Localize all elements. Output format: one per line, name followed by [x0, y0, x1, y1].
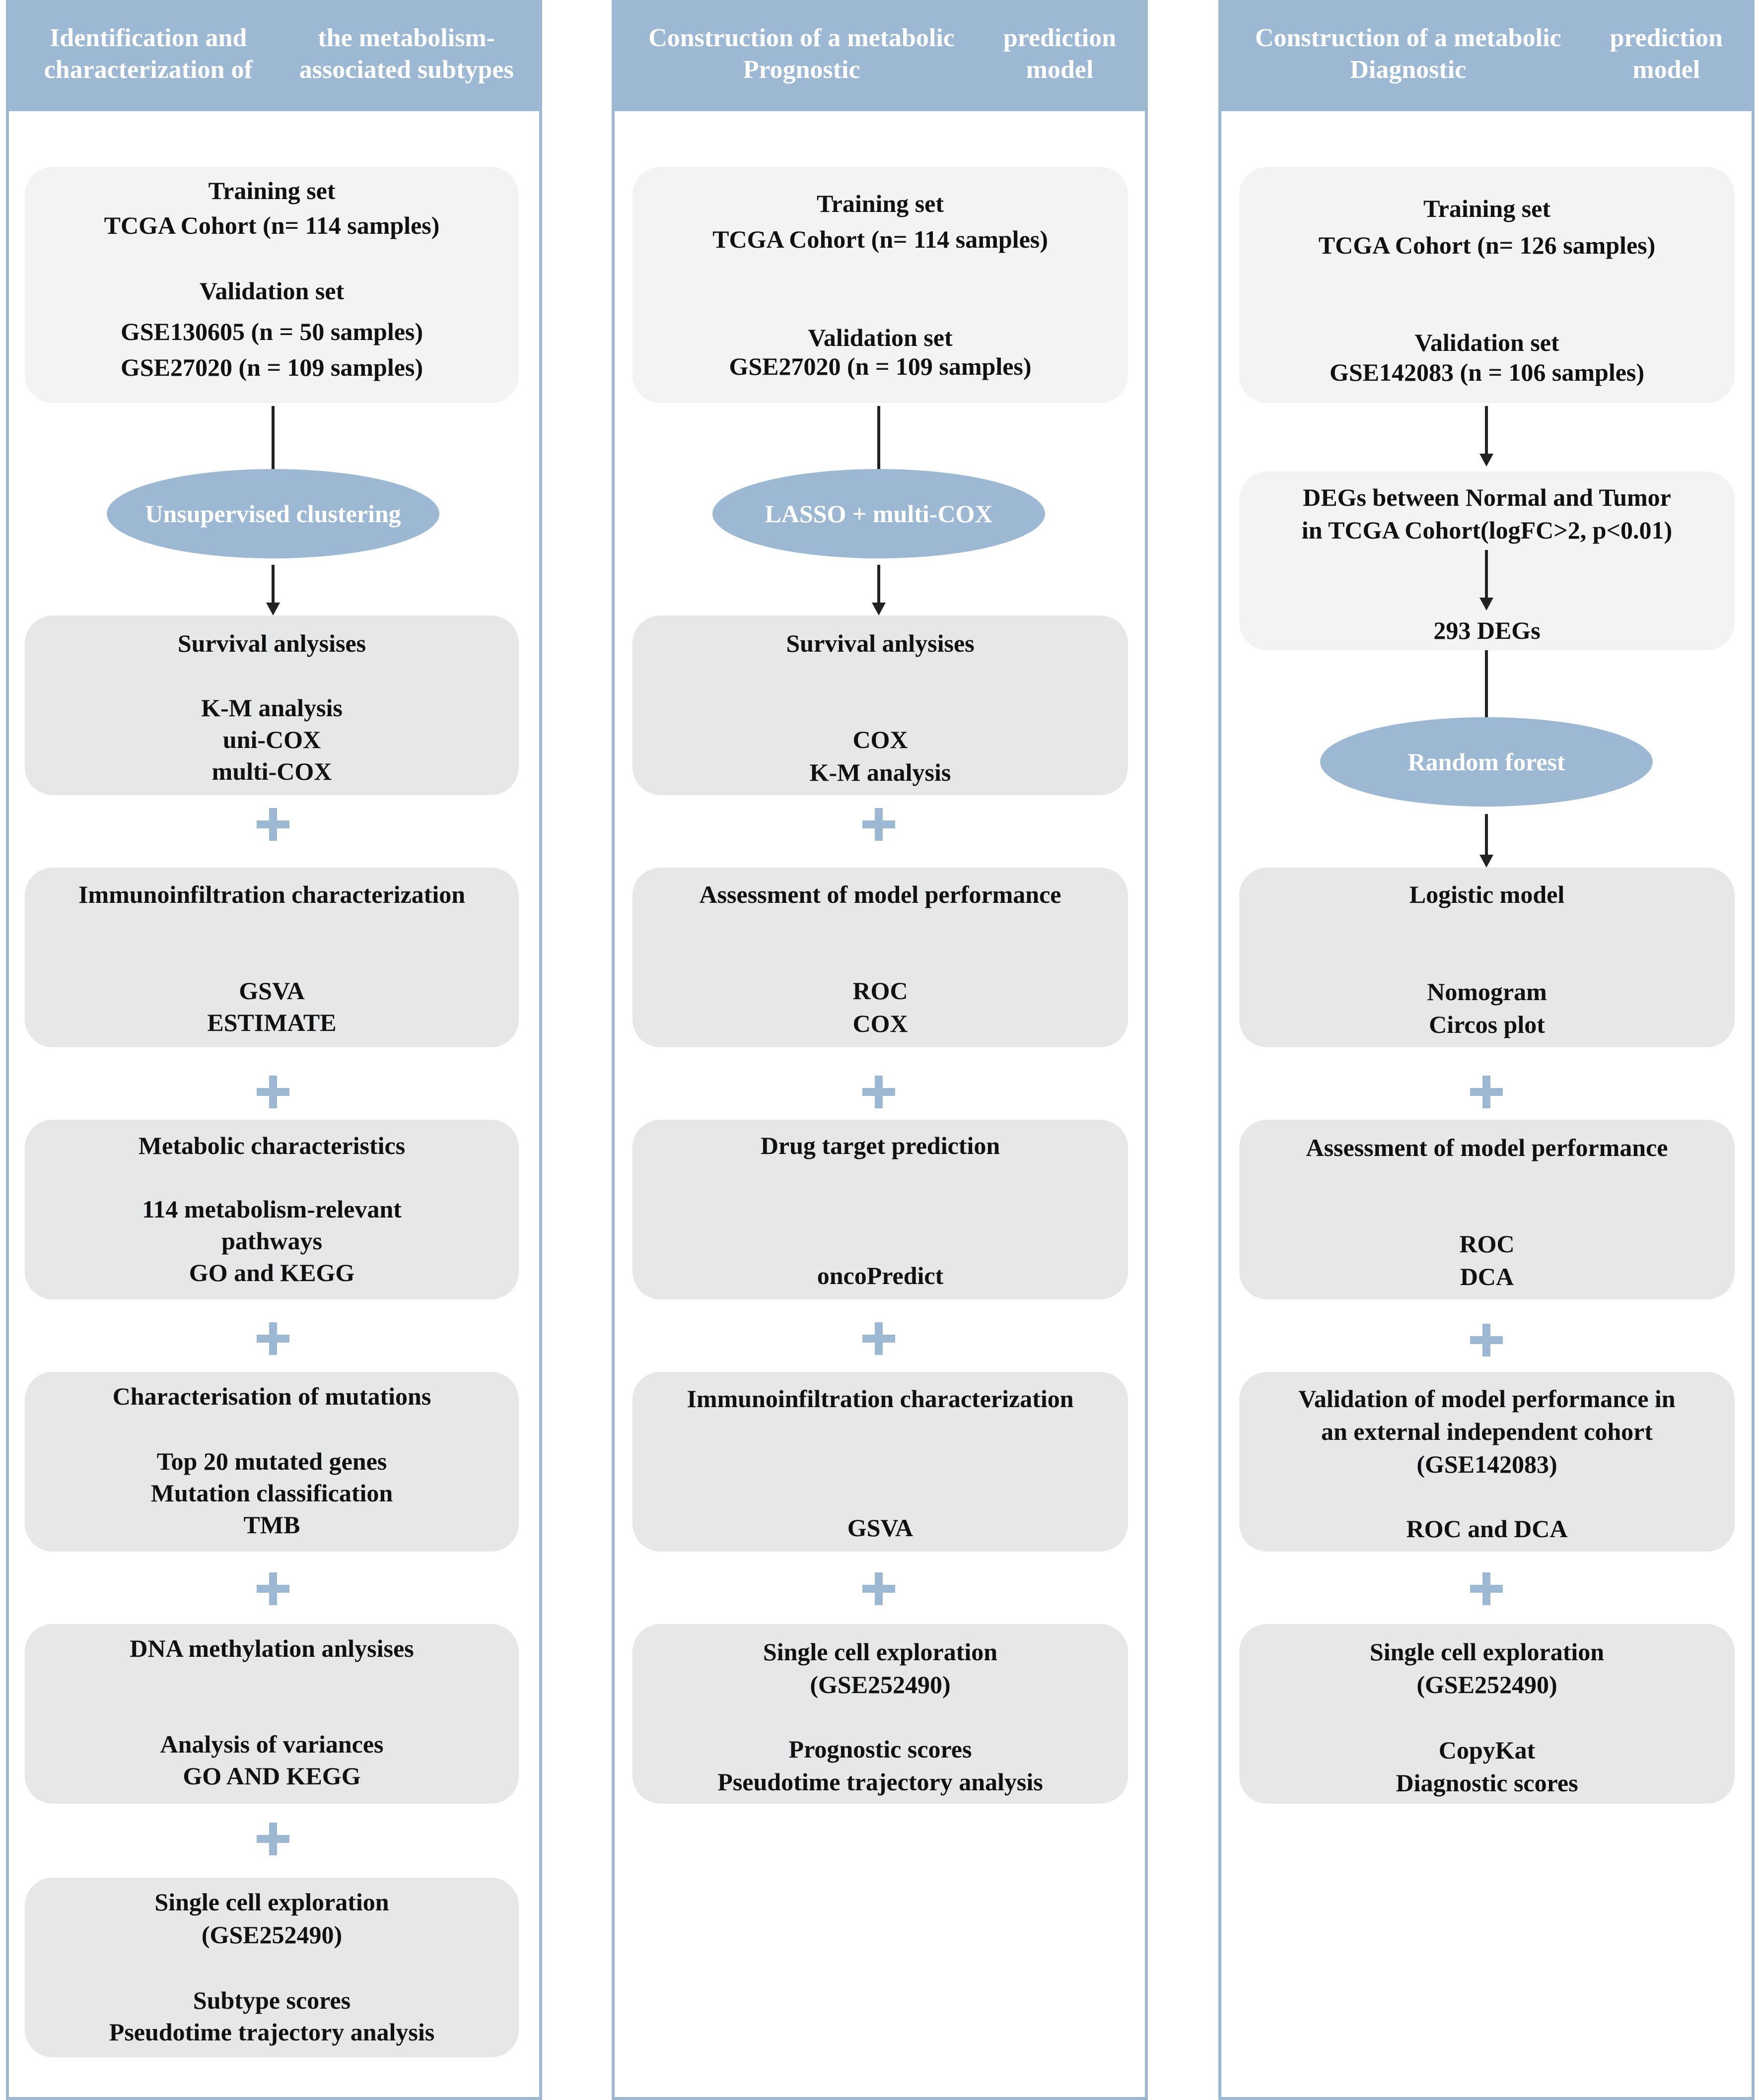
box-text-line: Diagnostic scores: [1396, 1769, 1578, 1797]
box-text-line: Survival anlysises: [177, 629, 366, 657]
step-box-4: [25, 1372, 519, 1552]
step-box-4: [1239, 1624, 1735, 1804]
box-text-line: Single cell exploration: [1369, 1638, 1605, 1666]
box-text-line: COX: [852, 1010, 908, 1037]
arrow-down-icon: [263, 565, 283, 615]
box-text-line: Top 20 mutated genes: [156, 1447, 387, 1475]
box-text-line: Validation set: [1414, 329, 1559, 356]
step-box-6: [25, 1878, 519, 2057]
box-text-line: CopyKat: [1438, 1736, 1536, 1764]
box-text-line: DCA: [1460, 1263, 1514, 1290]
box-text-line: Mutation classification: [150, 1479, 393, 1507]
box-text-line: ROC and DCA: [1406, 1515, 1568, 1543]
box-text-line: GSVA: [847, 1514, 914, 1542]
column-header-1: [6, 0, 542, 108]
plus-icon: [257, 808, 289, 841]
box-text-line: Drug target prediction: [760, 1132, 1000, 1159]
plus-icon: [1470, 1076, 1503, 1108]
column-header-line: the metabolism-associated subtypes: [299, 24, 514, 84]
step-box-3: [1239, 1372, 1735, 1552]
step-box-3: [633, 1120, 1128, 1299]
training-validation-box: [25, 167, 519, 403]
plus-icon: [1470, 1324, 1503, 1356]
box-text-line: Single cell exploration: [154, 1888, 389, 1916]
method-ellipse: LASSO + multi-COX: [712, 469, 1045, 558]
box-text-line: (GSE252490): [201, 1921, 343, 1949]
box-text-line: ROC: [852, 977, 908, 1005]
training-validation-box: [1239, 167, 1735, 403]
column-header-line: prediction model: [1610, 24, 1723, 84]
step-box-2: [25, 868, 519, 1047]
box-text-line: 293 DEGs: [1433, 616, 1541, 644]
box-text-line: Survival anlysises: [786, 629, 975, 657]
box-text-line: ESTIMATE: [207, 1009, 337, 1036]
step-box-2: [633, 868, 1128, 1047]
connector-line: [272, 406, 275, 472]
box-text-line: GSE27020 (n = 109 samples): [729, 352, 1032, 380]
box-text-line: Single cell exploration: [763, 1638, 998, 1666]
box-text-line: in TCGA Cohort(logFC>2, p<0.01): [1301, 516, 1673, 544]
column-header-line: Construction of a metabolic Diagnostic: [1255, 24, 1561, 84]
box-text-line: Assessment of model performance: [699, 881, 1061, 908]
plus-icon: [257, 1572, 289, 1605]
box-text-line: 114 metabolism-relevant: [142, 1195, 402, 1223]
box-text-line: GSE27020 (n = 109 samples): [120, 353, 423, 381]
box-text-line: Validation set: [808, 324, 953, 351]
step-box-2: [1239, 1120, 1735, 1299]
box-text-line: DEGs between Normal and Tumor: [1303, 483, 1671, 511]
box-text-line: an external independent cohort: [1321, 1418, 1653, 1445]
training-validation-box: [633, 167, 1128, 403]
box-text-line: TCGA Cohort (n= 114 samples): [712, 225, 1048, 253]
plus-icon: [862, 1322, 895, 1355]
box-text-line: Immunoinfiltration characterization: [687, 1385, 1074, 1413]
plus-icon: [862, 808, 895, 841]
box-text-line: Immunoinfiltration characterization: [78, 881, 466, 908]
method-ellipse: Random forest: [1320, 717, 1653, 807]
box-text-line: Assessment of model performance: [1306, 1134, 1668, 1161]
method-ellipse: Unsupervised clustering: [107, 469, 439, 558]
column-header-line: Construction of a metabolic Prognostic: [648, 24, 955, 84]
box-text-line: (GSE252490): [810, 1671, 951, 1698]
step-box-5: [25, 1624, 519, 1804]
step-box-3: [25, 1120, 519, 1299]
connector-line: [877, 406, 880, 472]
box-text-line: TCGA Cohort (n= 114 samples): [104, 211, 440, 239]
column-header-line: prediction model: [1003, 24, 1117, 84]
box-text-line: TMB: [243, 1511, 300, 1539]
column-header-line: Identification and characterization of: [44, 24, 253, 84]
box-text-line: Prognostic scores: [788, 1735, 972, 1763]
box-text-line: K-M analysis: [201, 694, 343, 722]
box-text-line: Logistic model: [1409, 881, 1565, 908]
column-header-2: [612, 0, 1148, 108]
box-text-line: multi-COX: [211, 757, 332, 785]
box-text-line: Validation set: [199, 277, 345, 305]
connector-line: [1485, 650, 1488, 720]
arrow-down-icon: [1477, 550, 1496, 610]
arrow-down-icon: [1477, 814, 1496, 868]
box-text-line: TCGA Cohort (n= 126 samples): [1318, 231, 1656, 259]
box-text-line: (GSE142083): [1416, 1450, 1557, 1478]
step-box-4: [633, 1372, 1128, 1552]
box-text-line: Subtype scores: [193, 1986, 351, 2014]
box-text-line: Pseudotime trajectory analysis: [109, 2018, 435, 2046]
box-text-line: pathways: [221, 1227, 322, 1255]
box-text-line: (GSE252490): [1416, 1671, 1557, 1698]
step-box-1: [25, 615, 519, 795]
column-header-3: [1218, 0, 1755, 108]
box-text-line: Training set: [816, 190, 944, 217]
box-text-line: Pseudotime trajectory analysis: [717, 1768, 1043, 1796]
arrow-down-icon: [1477, 406, 1496, 467]
box-text-line: uni-COX: [222, 726, 321, 753]
box-text-line: K-M analysis: [809, 758, 951, 786]
step-box-1: [633, 615, 1128, 795]
step-box-5: [633, 1624, 1128, 1804]
box-text-line: COX: [852, 726, 908, 753]
plus-icon: [862, 1572, 895, 1605]
box-text-line: ROC: [1459, 1230, 1515, 1258]
plus-icon: [257, 1076, 289, 1108]
box-text-line: GO AND KEGG: [183, 1762, 361, 1790]
box-text-line: Metabolic characteristics: [138, 1132, 406, 1159]
plus-icon: [1470, 1572, 1503, 1605]
box-text-line: Analysis of variances: [160, 1730, 384, 1758]
plus-icon: [257, 1823, 289, 1855]
box-text-line: Training set: [208, 177, 336, 204]
box-text-line: GSE130605 (n = 50 samples): [120, 318, 423, 345]
box-text-line: GSE142083 (n = 106 samples): [1329, 358, 1645, 386]
box-text-line: Validation of model performance in: [1298, 1385, 1676, 1413]
box-text-line: GO and KEGG: [189, 1259, 355, 1287]
box-text-line: Characterisation of mutations: [112, 1382, 431, 1410]
box-text-line: Circos plot: [1429, 1011, 1545, 1038]
step-box-1: [1239, 868, 1735, 1047]
box-text-line: DNA methylation anlysises: [130, 1634, 414, 1662]
plus-icon: [862, 1076, 895, 1108]
box-text-line: Nomogram: [1427, 978, 1547, 1006]
box-text-line: oncoPredict: [817, 1262, 944, 1289]
arrow-down-icon: [869, 565, 889, 615]
box-text-line: GSVA: [239, 977, 305, 1005]
box-text-line: Training set: [1423, 195, 1551, 222]
plus-icon: [257, 1322, 289, 1355]
